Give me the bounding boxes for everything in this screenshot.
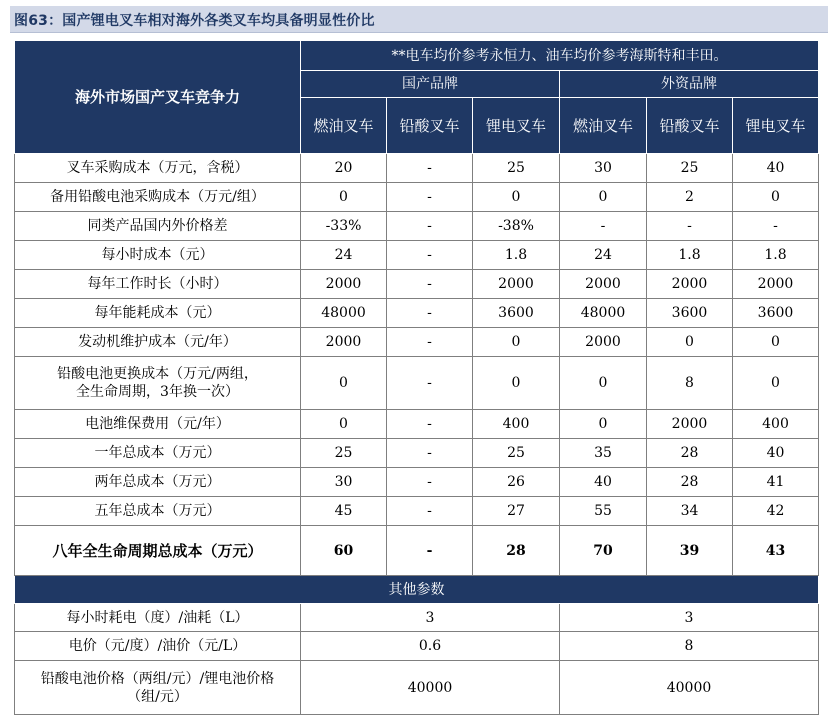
table-row — [15, 357, 819, 410]
cell-foreign: 40000 — [560, 661, 819, 715]
cell: 0 — [473, 183, 560, 212]
cell: 2000 — [301, 270, 387, 299]
cell: - — [387, 357, 473, 410]
cell: 0 — [560, 357, 647, 410]
cell: - — [647, 212, 733, 241]
cell: 25 — [301, 439, 387, 468]
cell: 0 — [301, 183, 387, 212]
cell: 0 — [473, 328, 560, 357]
table-row — [15, 212, 819, 241]
cell: 3600 — [647, 299, 733, 328]
cell: 2000 — [560, 270, 647, 299]
cell: 0 — [733, 183, 819, 212]
group-domestic: 国产品牌 — [301, 71, 560, 98]
row-label: 叉车采购成本（万元，含税） — [15, 154, 301, 183]
cell-domestic: 0.6 — [301, 632, 560, 661]
cell: 0 — [733, 328, 819, 357]
subcol-foreign-leadacid: 铅酸叉车 — [647, 98, 733, 154]
cell: 24 — [301, 241, 387, 270]
cell: - — [387, 154, 473, 183]
cell: - — [387, 468, 473, 497]
cell: 39 — [647, 526, 733, 576]
cell: - — [387, 270, 473, 299]
cell: 48000 — [560, 299, 647, 328]
header-row-note — [15, 41, 819, 71]
group-foreign: 外资品牌 — [560, 71, 819, 98]
cell-domestic: 40000 — [301, 661, 560, 715]
row-label-line: 铅酸电池价格（两组/元）/锂电池价格 — [40, 670, 275, 687]
figure-title-band — [10, 6, 828, 33]
cell: 41 — [733, 468, 819, 497]
cell: - — [560, 212, 647, 241]
other-params-header-row — [15, 576, 819, 604]
row-label: 电价（元/度）/油价（元/L） — [15, 632, 301, 661]
cell: 1.8 — [733, 241, 819, 270]
cell: 1.8 — [647, 241, 733, 270]
table-row — [15, 468, 819, 497]
cell: 25 — [473, 439, 560, 468]
cell: 0 — [733, 357, 819, 410]
cell: 3600 — [473, 299, 560, 328]
cell: 0 — [473, 357, 560, 410]
cell: 30 — [560, 154, 647, 183]
cell: 40 — [733, 154, 819, 183]
row-label: 一年总成本（万元） — [15, 439, 301, 468]
cell: 2000 — [301, 328, 387, 357]
cell: -33% — [301, 212, 387, 241]
row-label: 八年全生命周期总成本（万元） — [15, 526, 301, 576]
cell: 26 — [473, 468, 560, 497]
subcol-domestic-leadacid: 铅酸叉车 — [387, 98, 473, 154]
cell: 28 — [647, 468, 733, 497]
row-label — [15, 357, 301, 410]
cell: 55 — [560, 497, 647, 526]
cell: 28 — [473, 526, 560, 576]
cell: 27 — [473, 497, 560, 526]
cell: -38% — [473, 212, 560, 241]
table-row — [15, 299, 819, 328]
cell: 42 — [733, 497, 819, 526]
table-row-total — [15, 526, 819, 576]
cell: 2000 — [733, 270, 819, 299]
cell: 35 — [560, 439, 647, 468]
figure-title: 图63：国产锂电叉车相对海外各类叉车均具备明显性价比 — [14, 13, 375, 29]
cell: 20 — [301, 154, 387, 183]
cell: 60 — [301, 526, 387, 576]
cell: - — [387, 497, 473, 526]
cell: - — [733, 212, 819, 241]
subcol-domestic-lithium: 锂电叉车 — [473, 98, 560, 154]
cell-foreign: 8 — [560, 632, 819, 661]
cell: 0 — [301, 410, 387, 439]
cell: 2 — [647, 183, 733, 212]
table-row — [15, 241, 819, 270]
cell: 0 — [647, 328, 733, 357]
cell: 2000 — [647, 410, 733, 439]
cell-domestic: 3 — [301, 604, 560, 632]
cell: 2000 — [560, 328, 647, 357]
table-row — [15, 270, 819, 299]
cell: 2000 — [647, 270, 733, 299]
cell: - — [387, 183, 473, 212]
table-row — [15, 410, 819, 439]
cell: 400 — [473, 410, 560, 439]
cell: 400 — [733, 410, 819, 439]
cost-comparison-table — [14, 40, 819, 715]
row-label: 五年总成本（万元） — [15, 497, 301, 526]
row-label: 电池维保费用（元/年） — [15, 410, 301, 439]
cell: 1.8 — [473, 241, 560, 270]
cell: 40 — [560, 468, 647, 497]
cell: 2000 — [473, 270, 560, 299]
corner-header: 海外市场国产叉车竞争力 — [15, 41, 301, 154]
other-params-title: 其他参数 — [15, 576, 819, 604]
table-row — [15, 497, 819, 526]
row-label: 每小时耗电（度）/油耗（L） — [15, 604, 301, 632]
cell: 8 — [647, 357, 733, 410]
cell: - — [387, 299, 473, 328]
cell: 30 — [301, 468, 387, 497]
cell: - — [387, 241, 473, 270]
price-reference-note: **电车均价参考永恒力、油车均价参考海斯特和丰田。 — [301, 41, 819, 71]
subcol-domestic-fuel: 燃油叉车 — [301, 98, 387, 154]
table-row — [15, 439, 819, 468]
cell: 0 — [301, 357, 387, 410]
cell: 0 — [560, 410, 647, 439]
cell: 43 — [733, 526, 819, 576]
cell: 24 — [560, 241, 647, 270]
cell: - — [387, 410, 473, 439]
row-label-line: 全生命周期，3年换一次） — [76, 384, 239, 400]
row-label: 发动机维护成本（元/年） — [15, 328, 301, 357]
subcol-foreign-lithium: 锂电叉车 — [733, 98, 819, 154]
row-label-line: （组/元） — [127, 688, 188, 705]
row-label: 备用铅酸电池采购成本（万元/组） — [15, 183, 301, 212]
subcol-foreign-fuel: 燃油叉车 — [560, 98, 647, 154]
row-label — [15, 661, 301, 715]
cell: 3600 — [733, 299, 819, 328]
cell: 40 — [733, 439, 819, 468]
cell: 25 — [647, 154, 733, 183]
cell: 28 — [647, 439, 733, 468]
row-label: 两年总成本（万元） — [15, 468, 301, 497]
table-row — [15, 632, 819, 661]
row-label: 每年工作时长（小时） — [15, 270, 301, 299]
cell: - — [387, 212, 473, 241]
table-row — [15, 604, 819, 632]
cell: 34 — [647, 497, 733, 526]
cell: 70 — [560, 526, 647, 576]
row-label: 每年能耗成本（元） — [15, 299, 301, 328]
cell: 0 — [560, 183, 647, 212]
cell: 45 — [301, 497, 387, 526]
cell: 25 — [473, 154, 560, 183]
table-row — [15, 183, 819, 212]
cell: 48000 — [301, 299, 387, 328]
table-row — [15, 154, 819, 183]
cell: - — [387, 328, 473, 357]
table-row — [15, 661, 819, 715]
row-label: 每小时成本（元） — [15, 241, 301, 270]
cell: - — [387, 526, 473, 576]
row-label: 同类产品国内外价格差 — [15, 212, 301, 241]
cell: - — [387, 439, 473, 468]
cell-foreign: 3 — [560, 604, 819, 632]
table-row — [15, 328, 819, 357]
row-label-line: 铅酸电池更换成本（万元/两组， — [57, 366, 258, 382]
